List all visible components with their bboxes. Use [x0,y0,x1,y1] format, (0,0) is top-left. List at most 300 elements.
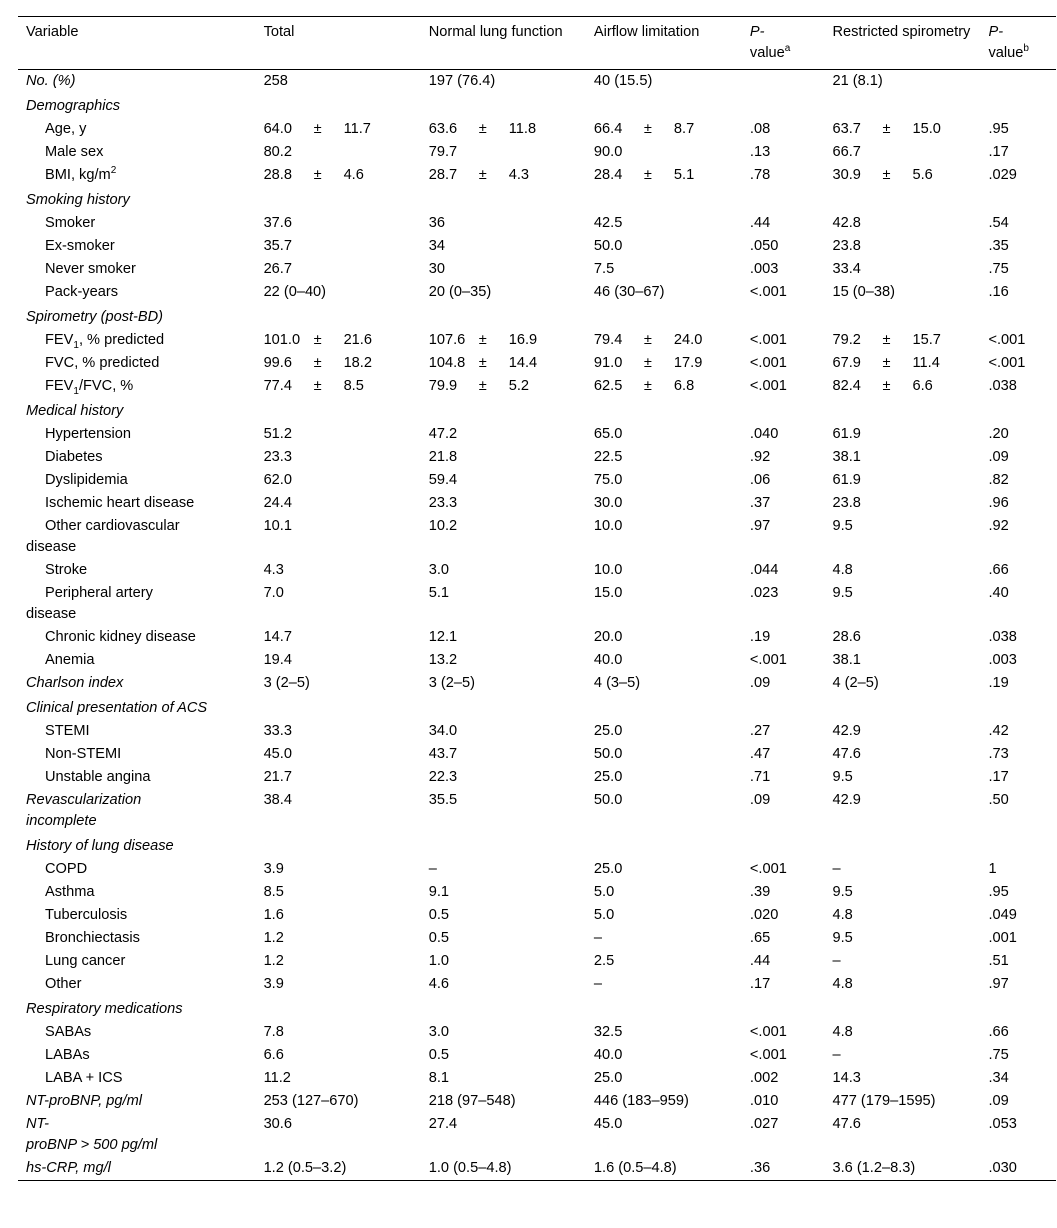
cell-restricted [824,164,980,187]
table-row [18,141,1056,164]
row-label-text: Pack-years [45,284,118,300]
row-label-text: Ex-smoker [45,238,115,254]
row-label [18,329,256,352]
row-label [18,582,256,626]
mean-sd-value [264,165,364,186]
cell-p-b: .038 [988,629,1017,645]
mean-sd-value [429,119,536,140]
table-header-row [18,17,1056,70]
row-label-text: Diabetes [45,449,103,465]
cell-p-a: .050 [749,238,779,254]
cell-normal: 0.5 [428,907,450,923]
cell-airflow: – [593,976,603,992]
plus-minus: ± [882,121,891,137]
cell-p-b: .09 [988,1093,1009,1109]
cell-p-a: .71 [749,769,771,785]
cell-normal: 79.7 [428,144,458,160]
mean: 64.0 [263,121,292,137]
cell-total: 3.9 [263,861,284,877]
cell-restricted [824,329,980,352]
cell-p-a: .044 [749,562,779,578]
cell-p-a: <.001 [749,861,787,877]
cell-restricted: 47.6 [832,1116,861,1132]
mean: 63.7 [832,121,861,137]
sd: 17.9 [673,355,703,371]
row-label [18,164,256,187]
cell-p-a: .19 [749,629,771,645]
row-label-text: Stroke [45,562,88,578]
row-label-text: Revascularization [26,792,142,808]
row-label [18,118,256,141]
mean: 62.5 [593,378,623,394]
mean: 79.2 [832,332,861,348]
cell-normal: 1.0 (0.5–4.8) [421,1157,586,1181]
cell-restricted: 15 (0–38) [832,284,895,300]
row-label [18,446,256,469]
row-label-text: Asthma [45,884,95,900]
cell-airflow: 10.0 [593,562,623,578]
sd: 5.6 [912,167,933,183]
cell-total [256,164,421,187]
row-label [18,1044,256,1067]
cell-p-b: .17 [988,144,1009,160]
plus-minus: ± [882,355,891,371]
cell-total: 38.4 [263,792,292,808]
table-row [18,1113,1056,1157]
section-row [18,93,1056,118]
plus-minus: ± [478,378,487,394]
mean-sd-value [429,376,529,397]
cell-airflow: 15.0 [593,585,623,601]
cell-normal: 3.0 [428,1024,450,1040]
cell-total: 35.7 [263,238,292,254]
cell-airflow: 65.0 [593,426,623,442]
plus-minus: ± [478,355,487,371]
row-label-text: LABA + ICS [45,1070,123,1086]
cell-airflow: 20.0 [593,629,623,645]
cell-normal: 21.8 [428,449,458,465]
row-label-text: Other [45,976,82,992]
header-total: Total [256,17,421,70]
cell-p-b: .42 [988,723,1009,739]
cell-restricted: 42.8 [832,215,861,231]
row-label-text: Lung cancer [45,953,126,969]
table-row [18,1044,1056,1067]
mean-sd-value [594,330,702,351]
cell-p-a: .47 [749,746,771,762]
cell-normal: 3.0 [428,562,450,578]
cell-airflow: 7.5 [593,261,615,277]
mean: 28.8 [263,167,292,183]
cell-restricted: 9.5 [832,518,853,534]
plus-minus: ± [882,332,891,348]
cell-restricted: 9.5 [832,930,853,946]
sd: 15.0 [912,121,941,137]
cell-normal: 0.5 [428,1047,450,1063]
cell-airflow: 50.0 [593,792,623,808]
row-label-continued: proBNP > 500 pg/ml [26,1137,158,1153]
row-label-text: FVC, % predicted [45,355,160,371]
row-label [18,1157,256,1181]
cell-restricted [824,375,980,398]
cell-p-a: <.001 [749,332,787,348]
mean-sd-value [594,165,694,186]
row-label [18,212,256,235]
cell-airflow: 40.0 [593,652,623,668]
cell-airflow [586,352,742,375]
row-label [18,423,256,446]
sd: 6.8 [673,378,695,394]
row-label-text: Ischemic heart disease [45,495,195,511]
sd: 5.1 [673,167,695,183]
row-label [18,281,256,304]
plus-minus: ± [882,167,891,183]
mean: 77.4 [263,378,292,394]
row-label-text: FEV [45,332,74,348]
row-label [18,672,256,695]
row-label-rest: , % predicted [78,332,165,348]
section-title: Smoking history [26,192,130,208]
row-label [18,1067,256,1090]
cell-p-b: <.001 [988,332,1026,348]
plus-minus: ± [643,332,652,348]
cell-p-b: .66 [988,1024,1009,1040]
section-row [18,187,1056,212]
row-label-text: Unstable angina [45,769,151,785]
section-row [18,833,1056,858]
row-label-text: hs-CRP, mg/l [26,1160,111,1176]
mean: 28.4 [593,167,623,183]
table-row [18,446,1056,469]
sd: 4.3 [508,167,530,183]
baseline-characteristics-table [18,16,1056,1181]
mean: 28.7 [428,167,458,183]
table-row [18,626,1056,649]
cell-p-a: .09 [749,792,771,808]
cell-airflow: 5.0 [593,907,615,923]
mean-sd-value [594,353,702,374]
cell-p-a: .040 [749,426,779,442]
plus-minus: ± [643,167,652,183]
cell-total: 62.0 [263,472,292,488]
table-row [18,950,1056,973]
row-label-text: Anemia [45,652,95,668]
table-row [18,973,1056,996]
cell-restricted: 42.9 [832,792,861,808]
table-row [18,649,1056,672]
cell-p-b: .09 [988,449,1009,465]
cell-p-a: <.001 [749,1024,787,1040]
header-normal-lung-function: Normal lung function [421,17,586,70]
row-label-text: Chronic kidney disease [45,629,196,645]
table-row [18,212,1056,235]
cell-total: 14.7 [263,629,292,645]
row-label-superscript: 2 [110,165,117,177]
cell-normal [421,164,586,187]
row-label [18,1090,256,1113]
cell-total: 45.0 [263,746,292,762]
cell-normal [421,118,586,141]
cell-restricted: 61.9 [832,472,861,488]
cell-restricted: 477 (179–1595) [832,1093,936,1109]
row-label [18,1113,256,1157]
cell-restricted: 9.5 [832,585,853,601]
cell-p-a: .17 [749,976,771,992]
table-row [18,1067,1056,1090]
cell-p-a: <.001 [749,652,787,668]
plus-minus: ± [478,332,487,348]
sd: 8.7 [673,121,695,137]
section-title: Clinical presentation of ACS [26,700,208,716]
table-row [18,515,1056,559]
mean-sd-value [264,353,372,374]
cell-p-a: .97 [749,518,771,534]
table-row [18,904,1056,927]
cell-normal: 30 [428,261,445,277]
row-label-text: COPD [45,861,88,877]
cell-normal: 34.0 [428,723,458,739]
table-row [18,766,1056,789]
row-label-text: Tuberculosis [45,907,128,923]
plus-minus: ± [882,378,891,394]
cell-p-a: .09 [749,675,771,691]
table-row [18,235,1056,258]
cell-restricted: 38.1 [832,652,861,668]
section-row [18,398,1056,423]
cell-airflow: 25.0 [593,861,623,877]
header-p-value-a: P- value$^a$ [742,17,825,70]
plus-minus: ± [643,378,652,394]
cell-normal: 59.4 [428,472,458,488]
cell-p-a: .06 [749,472,771,488]
table-row [18,352,1056,375]
cell-total: 23.3 [263,449,292,465]
cell-normal: 8.1 [428,1070,450,1086]
cell-airflow: 22.5 [593,449,623,465]
mean-sd-value [264,376,364,397]
row-label-text: Never smoker [45,261,136,277]
table-row [18,375,1056,398]
table-row [18,281,1056,304]
cell-airflow: 32.5 [593,1024,623,1040]
row-label-text: NT- [26,1116,49,1132]
cell-restricted: 9.5 [832,769,853,785]
cell-p-b: .34 [988,1070,1009,1086]
table-row [18,672,1056,695]
cell-normal: 5.1 [428,585,450,601]
mean-sd-value [594,119,694,140]
cell-p-b: .97 [988,976,1009,992]
cell-total: 253 (127–670) [263,1093,359,1109]
cell-normal: 23.3 [428,495,458,511]
row-label [18,649,256,672]
cell-total: 51.2 [263,426,292,442]
cell-total: 7.0 [263,585,284,601]
mean-sd-value [832,376,932,397]
section-title: Medical history [26,403,124,419]
section-title: History of lung disease [26,838,174,854]
cell-normal: 4.6 [428,976,450,992]
row-label-text: Smoker [45,215,96,231]
cell-restricted: 4 (2–5) [832,675,879,691]
cell-total: 24.4 [263,495,292,511]
section-row [18,304,1056,329]
row-label [18,1021,256,1044]
cell-restricted: 38.1 [832,449,861,465]
cell-p-b: .66 [988,562,1009,578]
cell-restricted [824,352,980,375]
mean-sd-value [429,330,537,351]
cell-p-b: .053 [988,1116,1017,1132]
cell-total: 21.7 [263,769,292,785]
cell-restricted: 33.4 [832,261,861,277]
cell-normal: 1.0 [428,953,450,969]
cell-restricted: 4.8 [832,907,853,923]
cell-p-a: <.001 [749,1047,787,1063]
mean-sd-value [832,330,940,351]
plus-minus: ± [478,121,487,137]
cell-p-b: .038 [988,378,1017,394]
plus-minus: ± [643,355,652,371]
row-label [18,70,256,94]
mean-sd-value [594,376,694,397]
plus-minus: ± [313,355,322,371]
sd: 21.6 [343,332,372,348]
cell-total: 11.2 [263,1070,291,1086]
cell-airflow: 75.0 [593,472,623,488]
row-label [18,881,256,904]
cell-p-a: .37 [749,495,771,511]
cell-airflow: 2.5 [593,953,615,969]
cell-total: 10.1 [263,518,292,534]
cell-airflow: 45.0 [593,1116,623,1132]
sd: 24.0 [673,332,703,348]
cell-p-a: .44 [749,215,771,231]
cell-airflow: 10.0 [593,518,623,534]
cell-p-a: .08 [749,121,771,137]
row-label [18,492,256,515]
table-row [18,559,1056,582]
cell-restricted: 4.8 [832,976,853,992]
cell-p-b: .35 [988,238,1009,254]
row-label-rest: /FVC, % [78,378,134,394]
cell-airflow [586,375,742,398]
cell-airflow: 1.6 (0.5–4.8) [586,1157,742,1181]
row-label-subscript: 1 [73,385,79,397]
cell-normal: 36 [428,215,445,231]
cell-normal: 27.4 [428,1116,458,1132]
section-row [18,996,1056,1021]
cell-restricted: 21 (8.1) [832,73,883,89]
row-label-text: FEV [45,378,74,394]
cell-p-b: .049 [988,907,1017,923]
table-row [18,423,1056,446]
cell-airflow [586,118,742,141]
cell-restricted: 42.9 [832,723,861,739]
row-label [18,950,256,973]
cell-p-a: .13 [749,144,771,160]
mean: 67.9 [832,355,861,371]
sd: 11.7 [343,121,371,137]
cell-airflow: 25.0 [593,1070,623,1086]
cell-p-b: <.001 [988,355,1026,371]
sd: 16.9 [508,332,538,348]
sd: 18.2 [343,355,372,371]
cell-normal: 0.5 [428,930,450,946]
cell-airflow: 446 (183–959) [593,1093,689,1109]
mean: 63.6 [428,121,458,137]
row-label-text: STEMI [45,723,90,739]
cell-p-b: .92 [988,518,1009,534]
cell-p-b: .003 [988,652,1017,668]
cell-normal: 34 [428,238,445,254]
mean: 79.4 [593,332,623,348]
cell-p-a: <.001 [749,355,787,371]
row-label-text: LABAs [45,1047,90,1063]
row-label [18,720,256,743]
plus-minus: ± [478,167,487,183]
section-title: Demographics [26,98,121,114]
cell-p-b: .16 [988,284,1009,300]
section-row [18,695,1056,720]
cell-restricted: 4.8 [832,562,853,578]
table-row [18,789,1056,833]
cell-restricted: 9.5 [832,884,853,900]
row-label [18,904,256,927]
table-row [18,582,1056,626]
mean-sd-value [429,353,537,374]
cell-normal: 9.1 [428,884,450,900]
cell-normal [421,375,586,398]
row-label-text: Other cardiovascular [45,518,180,534]
cell-restricted: 4.8 [832,1024,853,1040]
cell-p-a: .39 [749,884,771,900]
row-label-text: BMI, kg/m [45,167,111,183]
cell-total: 1.2 (0.5–3.2) [256,1157,421,1181]
cell-p-b: .54 [988,215,1009,231]
cell-normal: 10.2 [428,518,458,534]
mean-sd-value [429,165,529,186]
cell-p-a [742,70,825,94]
cell-airflow: 50.0 [593,746,623,762]
cell-total: 37.6 [263,215,292,231]
cell-p-b: .001 [988,930,1017,946]
cell-p-a: .44 [749,953,771,969]
cell-normal: 22.3 [428,769,458,785]
mean: 101.0 [263,332,301,348]
mean: 66.4 [593,121,623,137]
cell-total: 1.6 [263,907,284,923]
cell-restricted: – [832,861,841,877]
cell-total [256,329,421,352]
table-row [18,1157,1056,1181]
cell-total [256,352,421,375]
cell-p-a: .003 [749,261,779,277]
sd: 5.2 [508,378,530,394]
mean-sd-value [264,330,372,351]
cell-restricted: – [832,1047,841,1063]
plus-minus: ± [313,121,322,137]
row-label-text: No. (%) [26,73,76,89]
plus-minus: ± [313,167,322,183]
row-label [18,352,256,375]
mean-sd-value [264,119,371,140]
row-label [18,743,256,766]
cell-total: 19.4 [263,652,292,668]
cell-p-a: .020 [749,907,779,923]
cell-total: 8.5 [263,884,284,900]
cell-total: 7.8 [263,1024,284,1040]
